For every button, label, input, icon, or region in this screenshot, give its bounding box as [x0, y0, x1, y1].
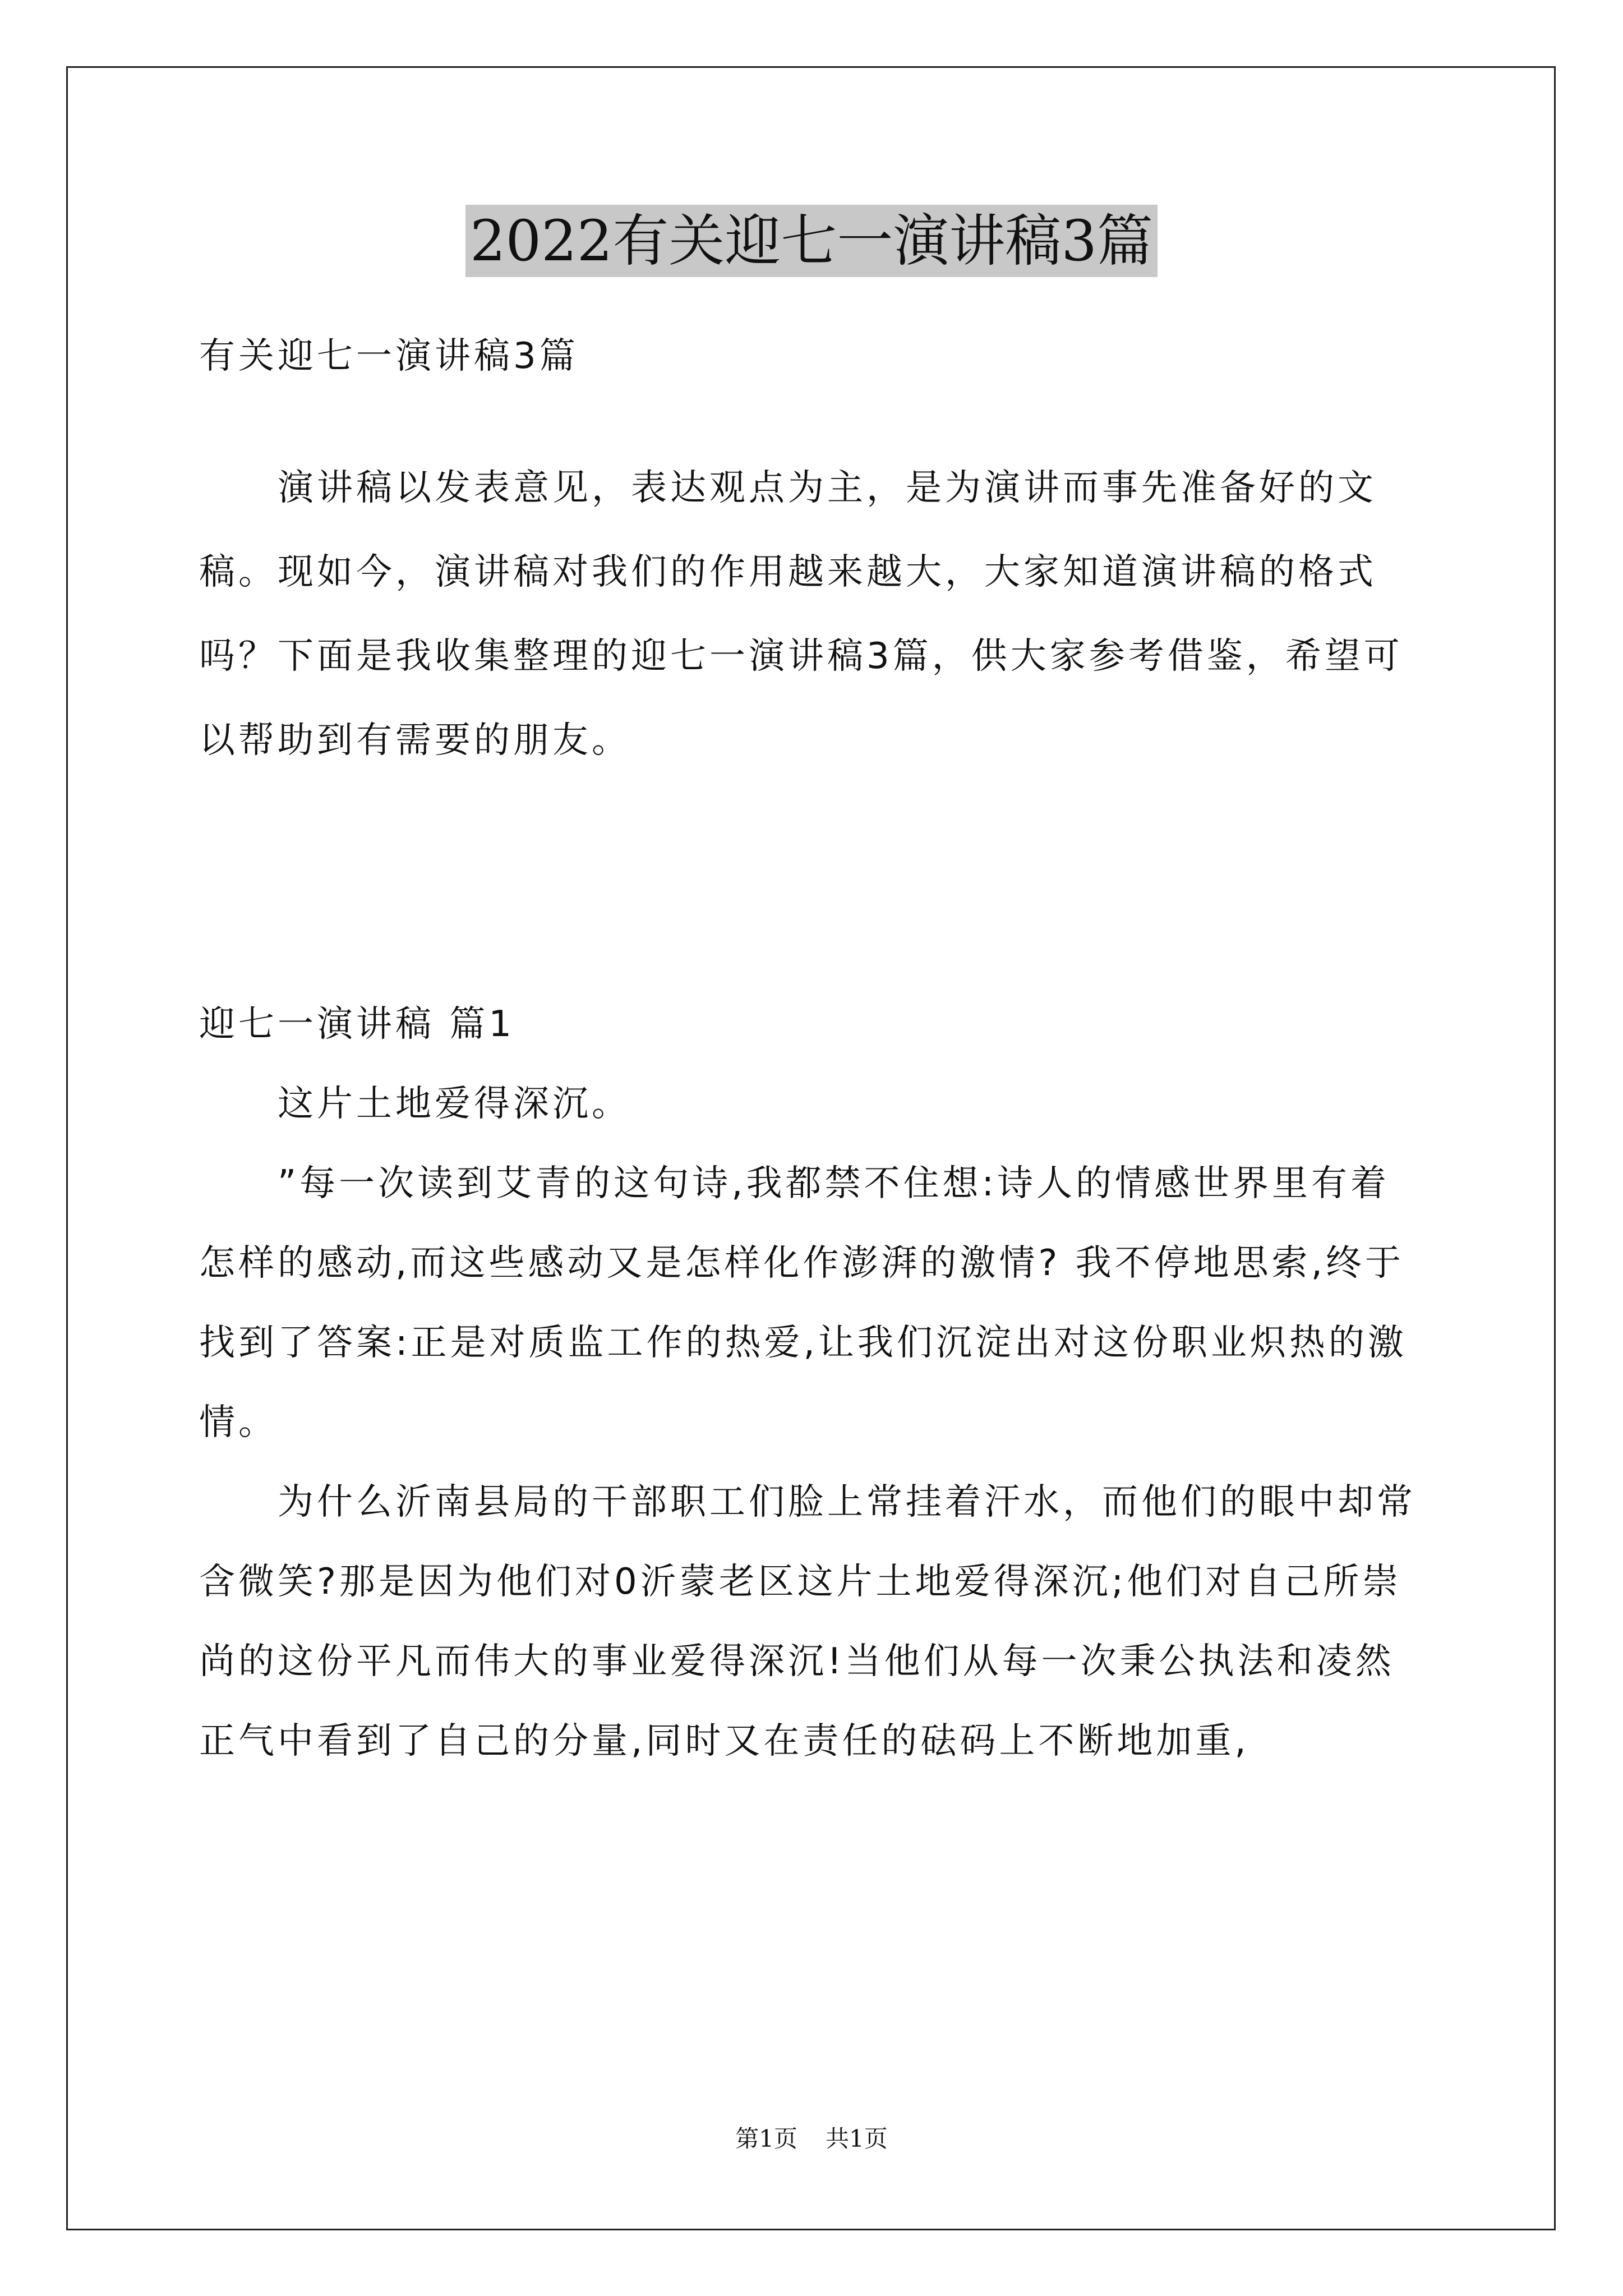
document-title-text: 2022有关迎七一演讲稿3篇	[465, 205, 1158, 277]
page-total: 共1页	[826, 2125, 888, 2152]
page-footer	[0, 2120, 1623, 2154]
body-block	[199, 1064, 1427, 1781]
intro-paragraph: 演讲稿以发表意见，表达观点为主，是为演讲而事先准备好的文稿。现如今，演讲稿对我们的作用越来越大，大家知道演讲稿的格式吗？下面是我收集整理的迎七一演讲稿3篇，供大家参考借鉴，希望可以帮助到有需要的朋友。	[199, 467, 1403, 761]
body-paragraph-2: ”每一次读到艾青的这句诗,我都禁不住想:诗人的情感世界里有着怎样的感动,而这些感动又是怎样化作澎湃的激情? 我不停地思索,终于找到了答案:正是对质监工作的热爱,让我们沉淀出对这份职业炽热的激情。	[199, 1163, 1407, 1443]
section-heading: 迎七一演讲稿 篇1	[199, 1004, 515, 1045]
document-title	[0, 202, 1623, 280]
document-subtitle-block	[199, 314, 1427, 398]
page-number: 第1页	[735, 2125, 797, 2152]
section-heading-block	[199, 984, 1427, 1064]
body-paragraph-1: 这片土地爱得深沉。	[278, 1083, 631, 1125]
document-subtitle: 有关迎七一演讲稿3篇	[199, 335, 579, 377]
body-paragraph-3: 为什么沂南县局的干部职工们脸上常挂着汗水，而他们的眼中却常含微笑?那是因为他们对0沂蒙老区这片土地爱得深沉;他们对自己所崇尚的这份平凡而伟大的事业爱得深沉!当他们从每一次秉公执法和凌然正气中看到了自己的分量,同时又在责任的砝码上不断地加重,	[199, 1481, 1416, 1762]
intro-block	[199, 446, 1427, 783]
